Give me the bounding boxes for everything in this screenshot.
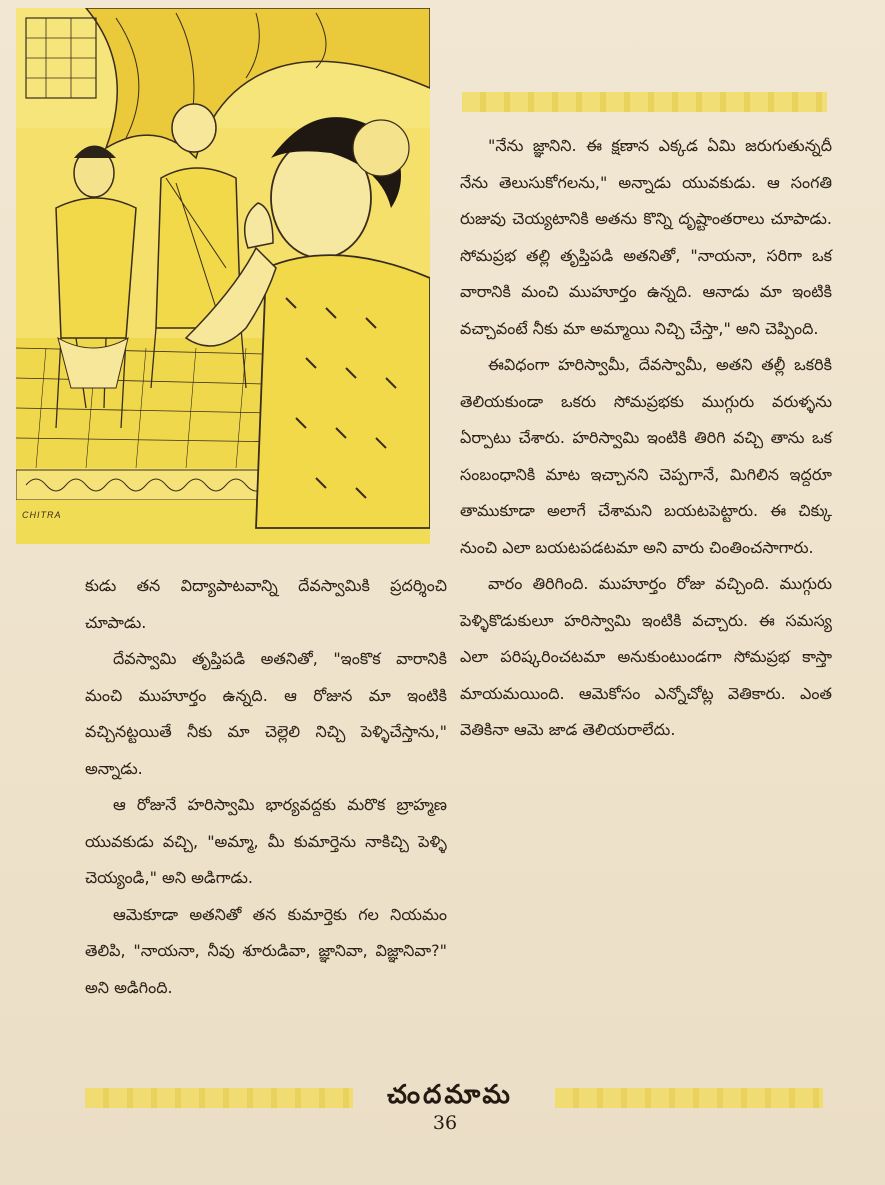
story-illustration: [16, 8, 430, 544]
footer-band-left: [85, 1088, 353, 1108]
paragraph: వారం తిరిగింది. ముహూర్తం రోజు వచ్చింది. ముగ్గురు పెళ్ళికొడుకులూ హరిస్వామి ఇంటికి వచ్చారు. ఈ సమస్య ఎలా పరిష్కరించటమా అనుకుంటుండగా సోమప్రభ కాస్తా మాయమయింది. ఆమెకోసం ఎన్నోచోట్ల వెతికారు. ఎంత వెతికినా ఆమె జాడ తెలియరాలేదు.: [460, 574, 832, 739]
artist-signature: CHITRA: [22, 510, 62, 520]
paragraph: ఆమెకూడా అతనితో తన కుమార్తెకు గల నియమం తెలిపి, "నాయనా, నీవు శూరుడివా, జ్ఞానివా, విజ్ఞానివా?" అని అడిగింది.: [85, 904, 447, 997]
top-decorative-band: [462, 92, 827, 112]
illustration-drawing: [16, 8, 430, 544]
paragraph: ఈవిధంగా హరిస్వామీ, దేవస్వామీ, అతని తల్లీ ఒకరికి తెలియకుండా ఒకరు సోమప్రభకు ముగ్గురు వరుళ్ళను ఏర్పాటు చేశారు. హరిస్వామి ఇంటికి తిరిగి వచ్చి తాను ఒక సంబంధానికి మాట ఇచ్చానని చెప్పగానే, మిగిలిన ఇద్దరూ తాముకూడా అలాగే చేశామని బయటపెట్టారు. ఈ చిక్కు నుంచి ఎలా బయటపడటమా అని వారు చింతించసాగారు.: [460, 355, 832, 557]
footer-band-right: [555, 1088, 823, 1108]
paragraph: "నేను జ్ఞానిని. ఈ క్షణాన ఎక్కడ ఏమి జరుగుతున్నదీ నేను తెలుసుకోగలను," అన్నాడు యువకుడు. ఆ సంగతి రుజువు చెయ్యటానికి అతను కొన్ని దృష్టాంతరాలు చూపాడు. సోమప్రభ తల్లి తృప్తిపడి అతనితో, "నాయనా, సరిగా ఒక వారానికి మంచి ముహూర్తం ఉన్నది. ఆనాడు మా ఇంటికి వచ్చావంటే నీకు మా అమ్మాయి నిచ్చి చేస్తా," అని చెప్పింది.: [460, 136, 832, 338]
paragraph: దేవస్వామి తృప్తిపడి అతనితో, "ఇంకొక వారానికి మంచి ముహూర్తం ఉన్నది. ఆ రోజున మా ఇంటికి వచ్చినట్టయితే నీకు మా చెల్లెలి నిచ్చి పెళ్ళిచేస్తాను," అన్నాడు.: [85, 649, 447, 778]
magazine-title: చందమామ: [387, 1080, 513, 1110]
paragraph: ఆ రోజునే హరిస్వామి భార్యవద్దకు మరొక బ్రాహ్మణ యువకుడు వచ్చి, "అమ్మా, మీ కుమార్తెను నాకిచ్చి పెళ్ళి చెయ్యండి," అని అడిగాడు.: [85, 795, 447, 887]
right-text-column: [460, 128, 832, 749]
page-number: 36: [432, 1112, 458, 1134]
left-text-column: [85, 568, 447, 1006]
paragraph: కుడు తన విద్యాపాటవాన్ని దేవస్వామికి ప్రదర్శించి చూపాడు.: [85, 576, 447, 632]
